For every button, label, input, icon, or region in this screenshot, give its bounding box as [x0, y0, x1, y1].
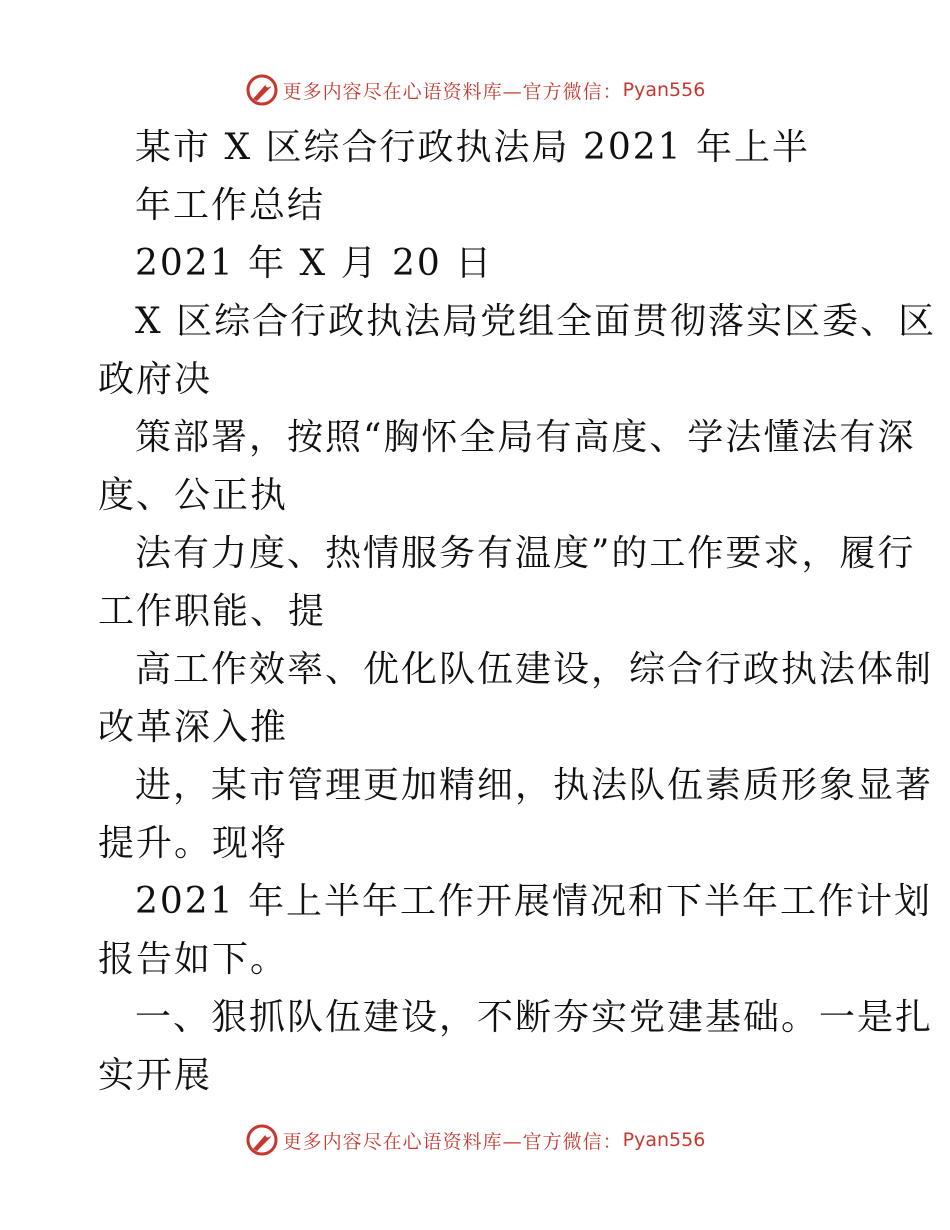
paragraph-line: 策部署，按照“胸怀全局有高度、学法懂法有深: [135, 417, 916, 458]
paragraph-line: 提升。现将: [98, 823, 289, 864]
header-banner: [0, 70, 950, 110]
document-date: 2021 年 X 月 20 日: [135, 243, 494, 284]
paragraph-line: 2021 年上半年工作开展情况和下半年工作计划: [135, 881, 933, 922]
paragraph-line: 法有力度、热情服务有温度”的工作要求，履行: [135, 533, 916, 574]
paragraph-line: 改革深入推: [98, 707, 289, 748]
paragraph-line: 实开展: [98, 1055, 213, 1096]
paragraph-line: 度、公正执: [98, 475, 289, 516]
paragraph-line: 一、狠抓队伍建设，不断夯实党建基础。一是扎: [135, 997, 934, 1038]
paragraph-line: 高工作效率、优化队伍建设，综合行政执法体制: [135, 649, 934, 690]
pen-nib-logo-icon: [245, 1123, 279, 1157]
banner-text: 更多内容尽在心语资料库—官方微信：: [282, 1130, 623, 1153]
paragraph-line: 进，某市管理更加精细，执法队伍素质形象显著: [135, 765, 934, 806]
paragraph-line: 报告如下。: [98, 939, 289, 980]
banner-wechat-id: Pyan556: [622, 79, 706, 101]
footer-banner: [0, 1120, 950, 1160]
banner-wechat-id: Pyan556: [622, 1129, 706, 1151]
paragraph-line: X 区综合行政执法局党组全面贯彻落实区委、区: [135, 301, 937, 342]
title-line-1: 某市 X 区综合行政执法局 2021 年上半: [135, 127, 811, 168]
pen-nib-logo-icon: [245, 73, 279, 107]
banner-text: 更多内容尽在心语资料库—官方微信：: [282, 80, 623, 103]
paragraph-line: 政府决: [98, 359, 213, 400]
paragraph-line: 工作职能、提: [98, 591, 327, 632]
title-line-2: 年工作总结: [135, 185, 326, 226]
